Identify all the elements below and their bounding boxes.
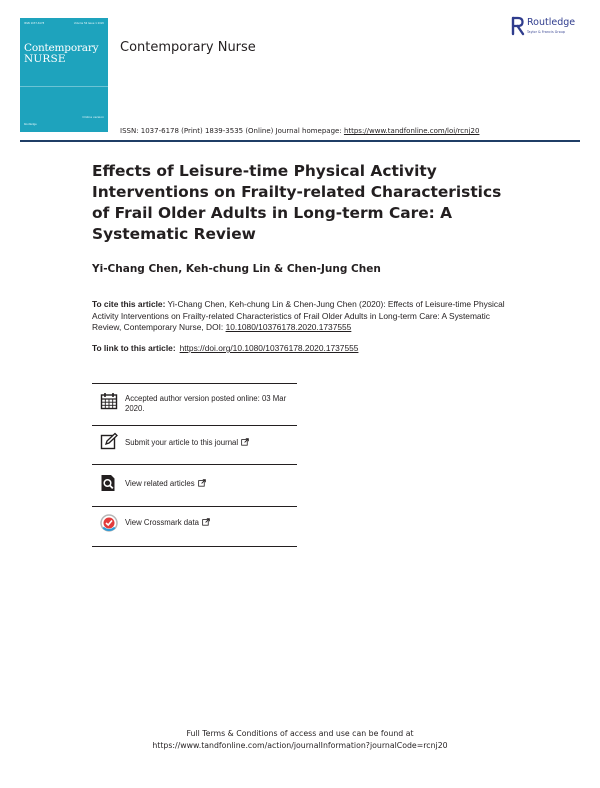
terms-url[interactable]: https://www.tandfonline.com/action/journalInformation?journalCode=rcnj20 xyxy=(152,740,448,750)
related-articles-row xyxy=(125,479,206,489)
issn-text: ISSN: 1037-6178 (Print) 1839-3535 (Online) Journal homepage: xyxy=(120,127,344,135)
article-link-line xyxy=(92,343,358,353)
external-link-icon xyxy=(202,518,210,526)
terms-text: Full Terms & Conditions of access and use can be found at xyxy=(186,729,414,738)
action-divider xyxy=(92,383,297,384)
action-divider xyxy=(92,425,297,426)
terms-footer xyxy=(0,728,600,751)
crossmark-row xyxy=(125,518,210,528)
crossmark-icon xyxy=(100,514,118,532)
action-divider xyxy=(92,464,297,465)
crossmark-link[interactable] xyxy=(92,510,297,545)
cover-stripe xyxy=(20,86,108,87)
related-articles-text: View related articles xyxy=(125,479,195,488)
article-title: Effects of Leisure-time Physical Activity Interventions on Frailty-related Characteristics of Frail Older Adults in Long-term Care: A Systematic Review xyxy=(92,162,502,243)
routledge-wordmark: Routledge xyxy=(527,17,576,28)
routledge-tagline: Taylor & Francis Group xyxy=(527,30,566,34)
submit-article-link[interactable] xyxy=(92,428,297,463)
doi-link[interactable]: 10.1080/10376178.2020.1737555 xyxy=(225,322,352,333)
article-authors: Yi-Chang Chen, Keh-chung Lin & Chen-Jung Chen xyxy=(92,263,381,275)
issn-line xyxy=(120,127,479,135)
citation-label: To cite this article: xyxy=(92,299,166,309)
submit-article-text: Submit your article to this journal xyxy=(125,438,239,447)
journal-homepage-link[interactable]: https://www.tandfonline.com/loi/rcnj20 xyxy=(343,127,480,135)
submit-article-row xyxy=(125,438,249,448)
cover-volume: Volume 56 Issue 1 2020 xyxy=(73,22,104,25)
journal-cover-image xyxy=(20,18,108,132)
routledge-r-icon xyxy=(511,16,525,36)
cover-title-line1: Contemporary xyxy=(24,42,99,54)
crossmark-text: View Crossmark data xyxy=(125,518,199,527)
accepted-version-text: Accepted author version posted online: 03 Mar 2020. xyxy=(125,394,287,413)
journal-name: Contemporary Nurse xyxy=(120,40,256,55)
accepted-version-item xyxy=(92,388,297,424)
routledge-logo[interactable] xyxy=(511,16,591,40)
action-divider xyxy=(92,546,297,547)
cover-issn: ISSN 1037-6178 xyxy=(24,22,45,25)
citation-text: Yi-Chang Chen, Keh-chung Lin & Chen-Jung Chen (2020): Effects of Leisure-time Physical Activity Interventions on Frailty-related Characteristics of Frail Older Adults in Long-term Care: A Systematic Review, Contemporary Nurse, DOI: xyxy=(92,299,505,333)
citation-block xyxy=(92,299,512,334)
related-articles-link[interactable] xyxy=(92,468,297,505)
external-link-icon xyxy=(241,438,249,446)
cover-publisher: Routledge xyxy=(24,123,37,126)
cover-title-line2: NURSE xyxy=(24,53,66,65)
link-label: To link to this article: xyxy=(92,343,176,353)
action-divider xyxy=(92,506,297,507)
edit-pencil-icon xyxy=(100,432,118,450)
calendar-icon xyxy=(100,392,118,410)
article-doi-url[interactable]: https://doi.org/10.1080/10376178.2020.1737555 xyxy=(179,343,359,353)
cover-online: Online version xyxy=(82,115,104,120)
header-divider xyxy=(20,140,580,142)
external-link-icon xyxy=(198,479,206,487)
document-search-icon xyxy=(100,474,118,492)
